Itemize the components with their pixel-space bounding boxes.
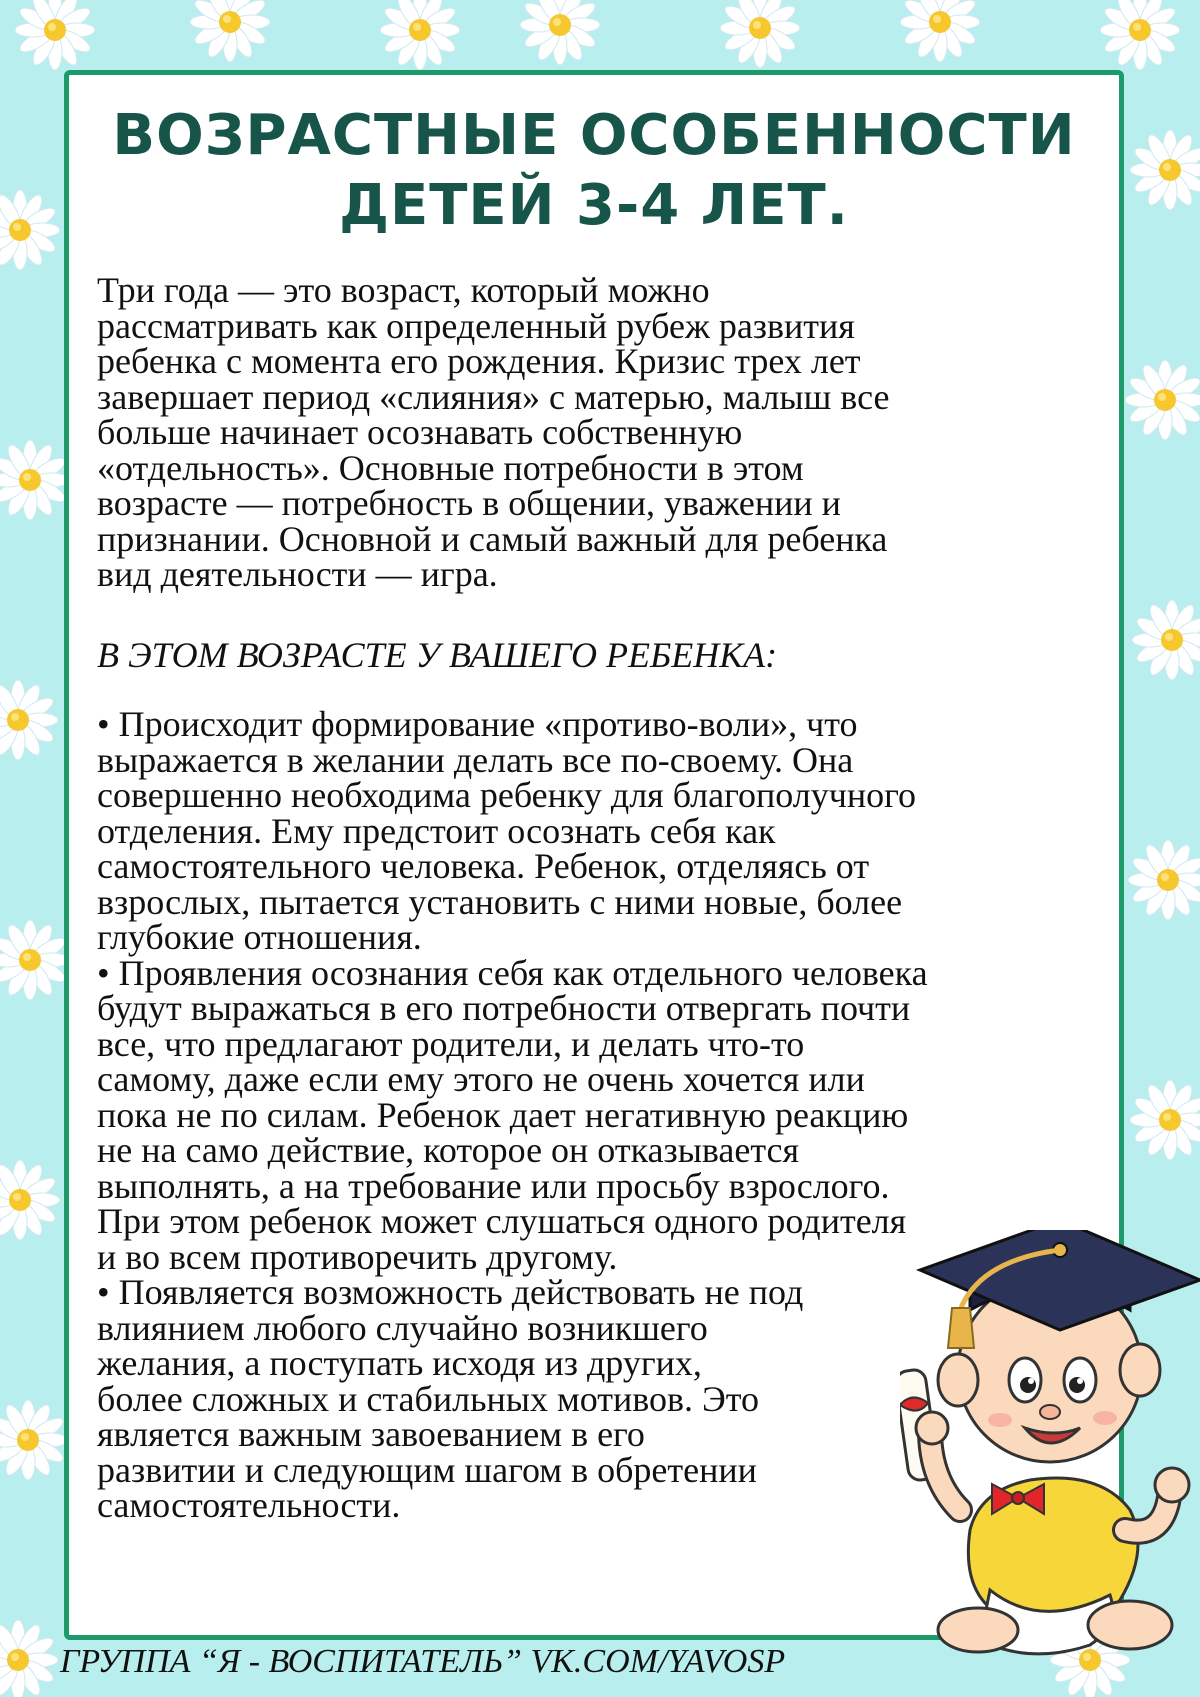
- text-line: Три года — это возраст, который можно: [97, 270, 710, 310]
- list-line: выражается в желании делать все по-своему. Она: [97, 739, 854, 780]
- list-line: все, что предлагают родители, и делать что-то: [97, 1023, 805, 1064]
- list-line: влиянием любого случайно возникшего: [97, 1307, 708, 1348]
- list-line: не на само действие, которое он отказывается: [97, 1130, 800, 1170]
- list-line: будут выражаться в его потребности отвергать почти: [97, 988, 911, 1028]
- text-line: рассматривать как определенный рубеж развития: [97, 305, 855, 346]
- list-line: • Проявления осознания себя как отдельного человека: [97, 952, 928, 993]
- list-line: самостоятельности.: [97, 1485, 401, 1525]
- text-line: «отдельность». Основные потребности в этом: [97, 447, 804, 488]
- page-title-line2: ДЕТЕЙ 3-4 ЛЕТ.: [339, 173, 849, 238]
- list-line: пока не по силам. Ребенок дает негативную реакцию: [97, 1094, 909, 1135]
- list-line: • Появляется возможность действовать не под: [97, 1272, 804, 1312]
- list-line: При этом ребенок может слушаться одного родителя: [97, 1201, 907, 1241]
- text-line: больше начинает осознавать собственную: [97, 412, 743, 452]
- text-line: возрасте — потребность в общении, уважении и: [97, 483, 841, 523]
- list-line: самостоятельного человека. Ребенок, отделяясь от: [97, 846, 870, 886]
- list-line: развитии и следующим шагом в обретении: [97, 1449, 757, 1490]
- list-line: выполнять, а на требование или просьбу взрослого.: [97, 1165, 890, 1206]
- text-line: вид деятельности — игра.: [97, 554, 498, 594]
- list-line: и во всем противоречить другому.: [97, 1236, 618, 1277]
- list-line: является важным завоеванием в его: [97, 1414, 645, 1454]
- list-line: желания, а поступать исходя из других,: [97, 1343, 702, 1383]
- list-line: • Происходит формирование «противо-воли», что: [97, 704, 858, 744]
- list-line: самому, даже если ему этого не очень хочется или: [97, 1059, 865, 1099]
- text-line: завершает период «слияния» с матерью, малыш все: [97, 376, 890, 417]
- section-subheading: В ЭТОМ ВОЗРАСТЕ У ВАШЕГО РЕБЕНКА:: [97, 635, 778, 675]
- graduate-baby-illustration: [900, 1230, 1200, 1660]
- text-line: признании. Основной и самый важный для ребенка: [97, 518, 888, 559]
- list-line: отделения. Ему предстоит осознать себя как: [97, 810, 776, 851]
- list-line: совершенно необходима ребенку для благополучного: [97, 775, 916, 815]
- intro-paragraph: [97, 270, 1137, 594]
- list-line: глубокие отношения.: [97, 917, 422, 957]
- text-line: ребенка с момента его рождения. Кризис трех лет: [97, 341, 861, 381]
- list-line: взрослых, пытается установить с ними новые, более: [97, 881, 903, 922]
- footer-credit: ГРУППА “Я - ВОСПИТАТЕЛЬ” VK.COM/YAVOSP: [60, 1643, 786, 1680]
- list-line: более сложных и стабильных мотивов. Это: [97, 1378, 760, 1419]
- page-title: ВОЗРАСТНЫЕ ОСОБЕННОСТИ: [112, 103, 1076, 168]
- graduation-cap-icon: [920, 1230, 1200, 1348]
